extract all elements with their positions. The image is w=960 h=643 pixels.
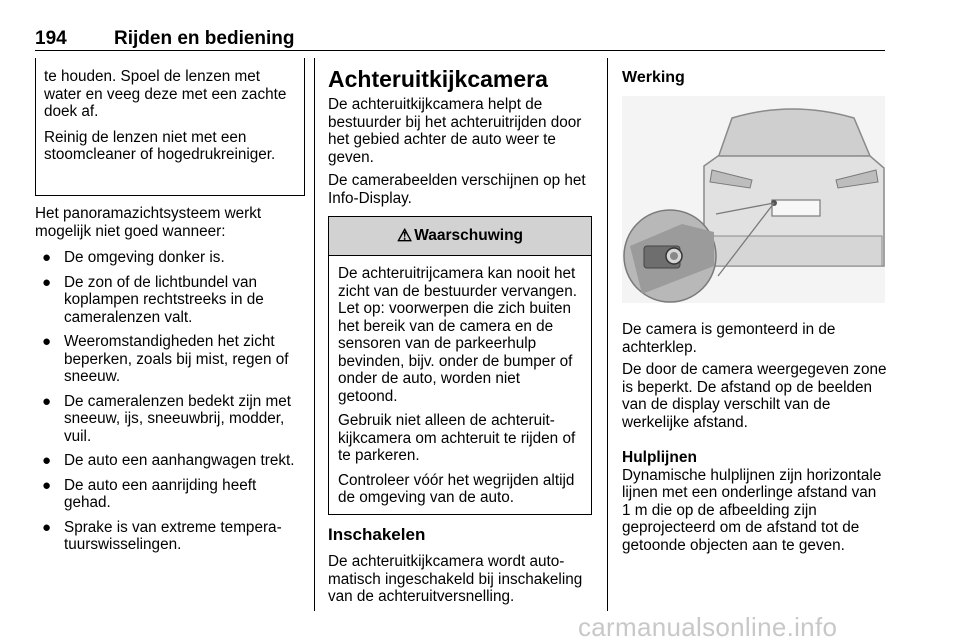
list-item-text: De zon of de lichtbundel van koplampen rechtstreeks in de cameralenzen valt. [64,273,264,326]
list-item [35,519,303,554]
list-item [35,477,303,512]
column-1-body [35,205,303,561]
list-item [35,393,303,446]
page-header [35,28,885,51]
rear-camera-car-illustration [622,96,885,303]
warning-header [329,217,591,256]
watermark: carmanualsonline.info [578,612,838,642]
subsection-title: Inschakelen [328,525,426,544]
bullet-icon: ● [42,392,52,410]
warning-icon: ⚠ [396,226,413,245]
list-item [35,333,303,386]
bullet-icon: ● [42,452,52,469]
column-divider [314,58,315,611]
page-number: 194 [35,28,67,49]
chapter-title: Rijden en bediening [114,28,295,49]
bullet-icon: ● [42,476,52,494]
list-item-text: Weeromstandigheden het zicht beperken, zoals bij mist, regen of sneeuw. [64,333,289,385]
bullet-icon: ● [42,333,52,350]
warning-paragraph: Controleer vóór het wegrijden altijd de omgeving van de auto. [338,471,575,506]
subsection-title: Hulplijnen [622,449,697,466]
paragraph: De achteruitkijkcamera helpt de bestuurder bij het achteruitrijden door het gebied achter de auto weer te geven. [328,96,582,166]
list-item-text: De auto een aanrijding heeft gehad. [64,476,257,511]
warning-title: Waarschuwing [414,227,524,244]
car-rear-icon [622,96,885,303]
intro-paragraph: Het panoramazichtsysteem werkt mogelijk niet goed wanneer: [35,205,262,240]
paragraph: De camera is gemonteerd in de achterklep. [622,321,836,356]
list-item [35,274,303,327]
warning-paragraph: Gebruik niet alleen de achteruitkijkcamera om achteruit te rijden of te parkeren. [338,412,576,464]
bullet-icon: ● [42,249,52,266]
column-2-top [328,66,592,213]
list-item-text: Sprake is van extreme temperatuurswisselingen. [64,518,282,553]
column-divider [607,58,608,611]
paragraph: De door de camera weergegeven zone is beperkt. De afstand op de beelden van de display verschilt van de werkelijke afstand. [622,361,887,431]
cleaning-note-box [35,58,305,196]
list-item [35,452,303,470]
paragraph: Dynamische hulplijnen zijn horizontale lijnen met een onderlinge afstand van 1 m die op de afbeelding zijn geprojecteerd om de afstand tot de getoonde objecten aan te geven. [622,466,882,554]
hulplijnen-section [622,449,888,554]
list-item-text: De omgeving donker is. [64,249,225,266]
section-title: Werking [622,69,685,86]
conditions-list [35,249,303,554]
section-title: Achteruitkijkcamera [328,66,548,92]
bullet-icon: ● [42,273,52,291]
bullet-icon: ● [42,518,52,536]
column-3-body [622,321,888,436]
column-2-bottom [328,524,594,606]
note-paragraph: te houden. Spoel de lenzen met water en veeg deze met een zachte doek af. [44,68,287,120]
note-paragraph: Reinig de lenzen niet met een stoomcleaner of hogedrukreiniger. [44,128,276,163]
list-item [35,249,303,267]
warning-paragraph: De achteruitrijcamera kan nooit het zicht van de bestuurder vervangen. Let op: voorwerpen die zich buiten het bereik van de camera en de sensoren van de parkeerhulp bevinden, bijv. onder de bumper of onder de auto, worden niet getoond. [338,265,577,405]
warning-box [328,216,592,515]
warning-body [329,256,591,507]
list-item-text: De cameralenzen bedekt zijn met sneeuw, ijs, sneeuwbrij, modder, vuil. [64,392,292,445]
list-item-text: De auto een aanhangwagen trekt. [64,452,295,469]
paragraph: De achteruitkijkcamera wordt automatisch ingeschakeld bij inschakeling van de achteruitversnelling. [328,553,583,605]
paragraph: De camerabeelden verschijnen op het Info-Display. [328,172,586,207]
